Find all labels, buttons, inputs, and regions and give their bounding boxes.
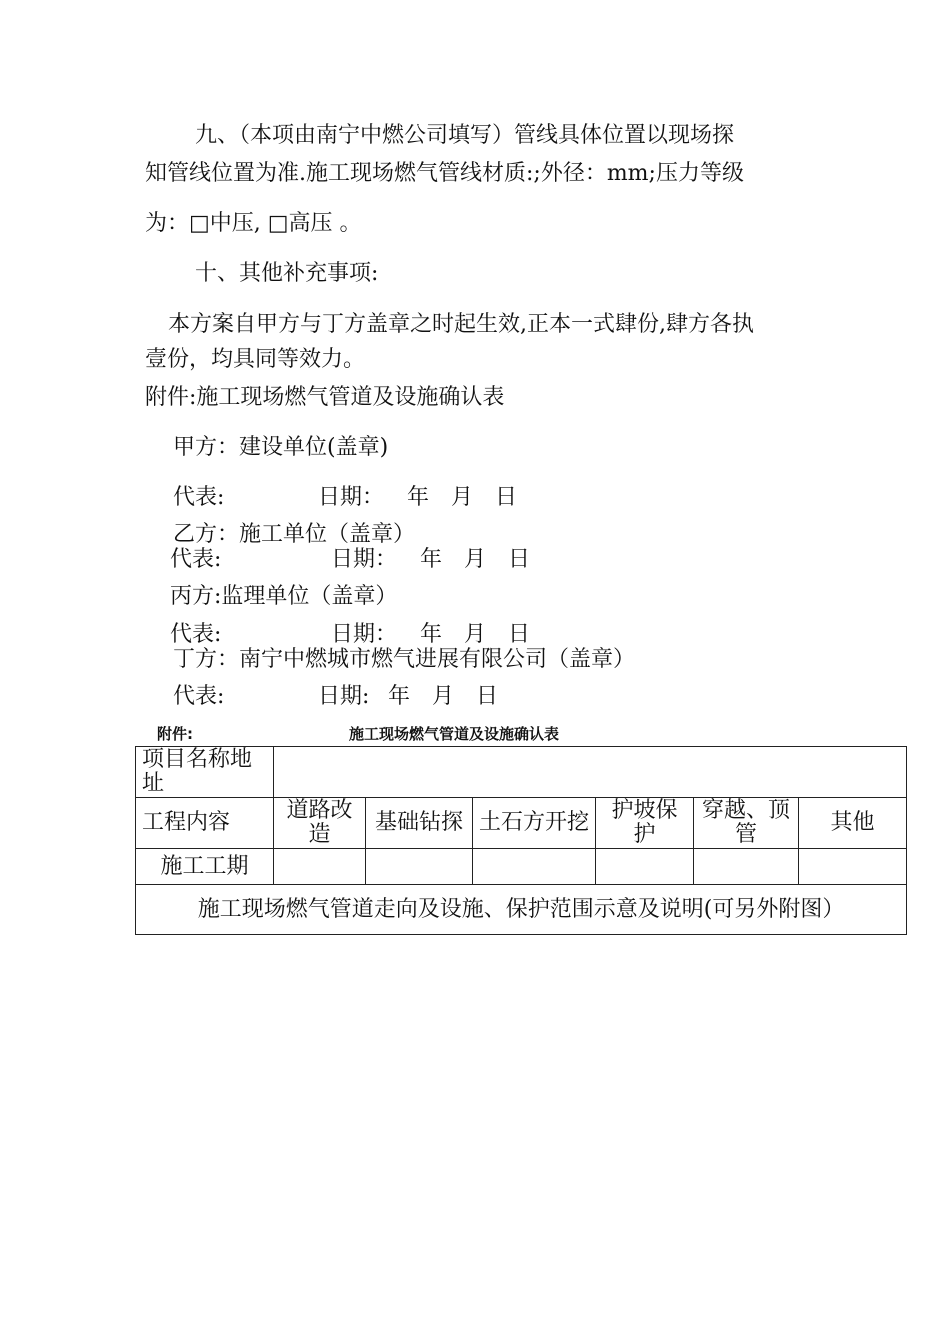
confirmation-table (135, 746, 907, 935)
party-c-name: 丙方:监理单位（盖章） (170, 584, 398, 609)
attachment-note: 附件:施工现场燃气管道及设施确认表 (145, 385, 505, 410)
table-row-period (136, 849, 907, 885)
period-label-cell: 施工工期 (136, 849, 274, 885)
period-cell[interactable] (366, 849, 473, 885)
column-header: 穿越、顶管 (694, 798, 799, 849)
party-a-name: 甲方：建设单位(盖章) (173, 435, 389, 460)
party-b-name: 乙方：施工单位（盖章） (173, 522, 416, 547)
column-header: 其他 (799, 798, 907, 849)
column-header: 道路改造 (274, 798, 366, 849)
column-header: 基础钻探 (366, 798, 473, 849)
party-d-name: 丁方：南宁中燃城市燃气进展有限公司（盖章） (173, 647, 636, 672)
party-a-ymd: 年 月 日 (407, 485, 518, 510)
project-value-cell[interactable] (274, 747, 907, 798)
party-b-ymd: 年 月 日 (420, 547, 531, 572)
diagram-note-cell[interactable]: 施工现场燃气管道走向及设施、保护范围示意及说明(可另外附图） (136, 885, 907, 935)
party-b-date: 日期： (331, 547, 398, 572)
party-d-rep: 代表: (173, 684, 225, 709)
party-d-date: 日期: (318, 684, 370, 709)
party-b-rep: 代表: (170, 547, 222, 572)
section9-line2: 知管线位置为准.施工现场燃气管线材质:;外径：mm;压力等级 (145, 161, 744, 186)
section9-line3: 为：□中压, □高压 。 (145, 211, 362, 236)
section9-line1: 九、（本项由南宁中燃公司填写）管线具体位置以现场探 (195, 123, 735, 148)
party-a-rep: 代表: (173, 485, 225, 510)
column-header: 土石方开挖 (473, 798, 596, 849)
period-cell[interactable] (799, 849, 907, 885)
table-row-project (136, 747, 907, 798)
section10-title: 十、其他补充事项: (195, 261, 379, 286)
party-c-date: 日期： (331, 622, 398, 647)
period-cell[interactable] (596, 849, 694, 885)
party-c-ymd: 年 月 日 (420, 622, 531, 647)
section10-line2: 壹份，均具同等效力。 (145, 347, 366, 372)
party-c-rep: 代表: (170, 622, 222, 647)
table-caption-left: 附件: (157, 725, 193, 743)
party-a-date: 日期： (318, 485, 385, 510)
period-cell[interactable] (694, 849, 799, 885)
project-label-cell: 项目名称地址 (136, 747, 274, 798)
table-row-content (136, 798, 907, 849)
period-cell[interactable] (473, 849, 596, 885)
section10-line1: 本方案自甲方与丁方盖章之时起生效,正本一式肆份,肆方各执 (168, 312, 754, 337)
table-caption-title: 施工现场燃气管道及设施确认表 (349, 725, 560, 743)
period-cell[interactable] (274, 849, 366, 885)
content-label-cell: 工程内容 (136, 798, 274, 849)
table-row-diagram (136, 885, 907, 935)
party-d-ymd: 年 月 日 (388, 684, 499, 709)
column-header: 护坡保护 (596, 798, 694, 849)
